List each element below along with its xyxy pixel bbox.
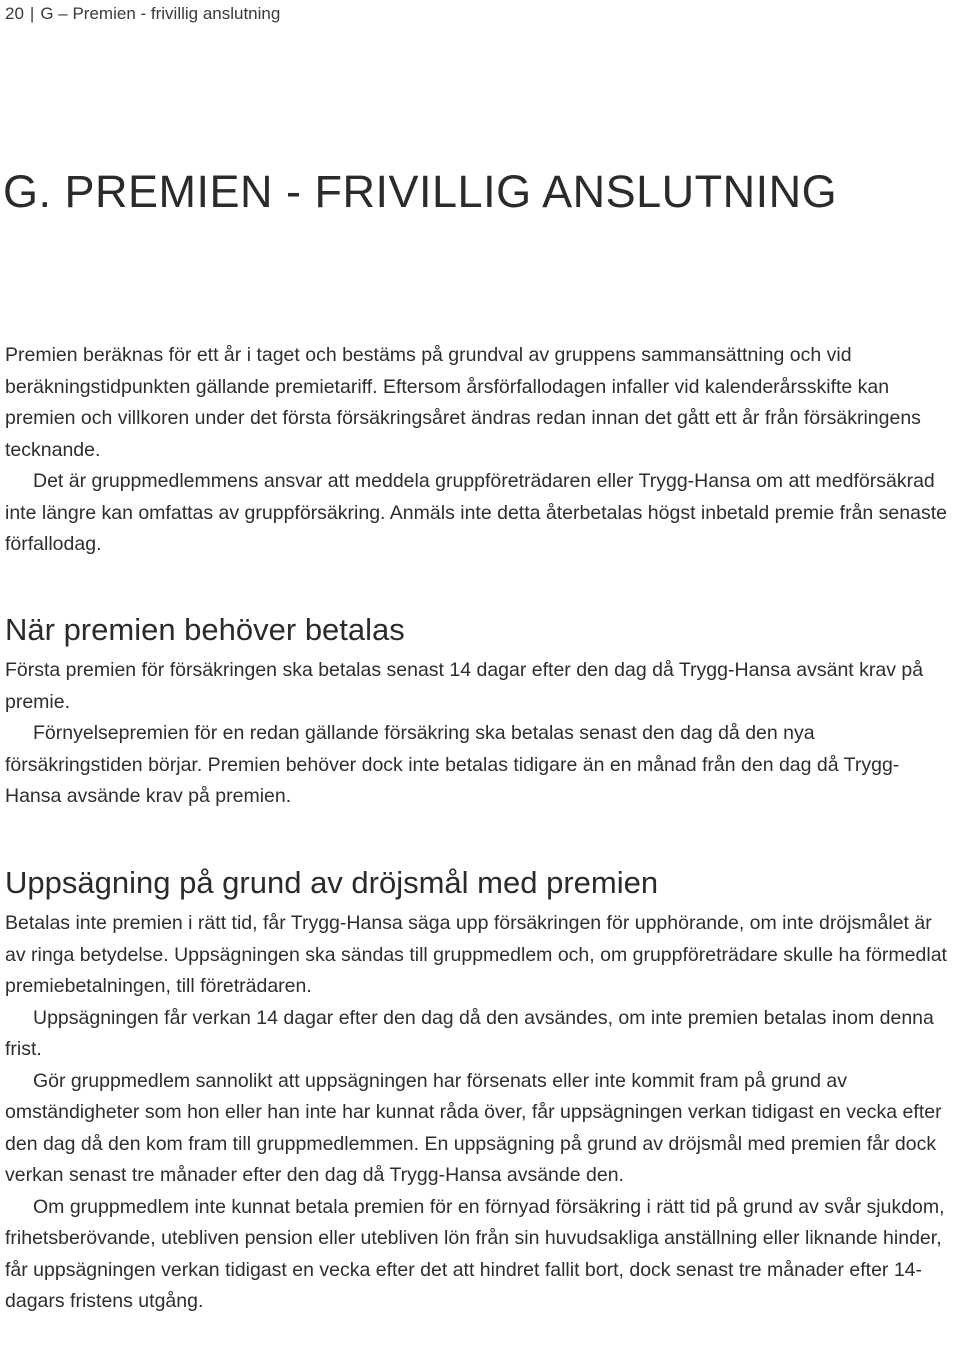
running-title: G – Premien - frivillig anslutning (40, 4, 281, 23)
page-number: 20 (5, 4, 24, 23)
section-heading-cancellation: Uppsägning på grund av dröjsmål med premien (5, 865, 659, 900)
section-payment (5, 610, 955, 813)
section-cancellation (5, 863, 955, 1318)
cancellation-paragraph-1: Betalas inte premien i rätt tid, får Trygg-Hansa säga upp försäkringen för upphörande, om inte dröjsmålet är av ringa betydelse. Uppsägningen ska sändas till gruppmedlem och, om gruppföreträdare skulle ha förmedlat premiebetalningen, till företrädaren. (5, 912, 947, 997)
cancellation-paragraph-3: Gör gruppmedlem sannolikt att uppsägningen har försenats eller inte kommit fram på grund av omständigheter som hon eller han inte har kunnat råda över, får uppsägningen verkan tidigast en vecka efter den dag då den kom fram till gruppmedlemmen. En uppsägning på grund av dröjsmål med premien får dock verkan senast tre månader efter den dag då Trygg-Hansa avsände den. (5, 1069, 942, 1186)
cancellation-paragraph-4: Om gruppmedlem inte kunnat betala premien för en förnyad försäkring i rätt tid på grund av svår sjukdom, frihetsberövande, utebliven pension eller utebliven lön från sin huvudsakliga anställning eller liknande hinder, får uppsägningen verkan tidigast en vecka efter det att hindret fallit bort, dock senast tre månader efter 14-dagars fristens utgång. (5, 1195, 945, 1312)
payment-paragraph-1: Första premien för försäkringen ska betalas senast 14 dagar efter den dag då Trygg-Hansa avsänt krav på premie. (5, 659, 924, 713)
intro-section (5, 340, 955, 561)
payment-paragraph-2: Förnyelsepremien för en redan gällande försäkring ska betalas senast den dag då den nya försäkringstiden börjar. Premien behöver dock inte betalas tidigare än en månad från den dag då Trygg-Hansa avsände krav på premien. (5, 722, 900, 807)
cancellation-paragraph-2: Uppsägningen får verkan 14 dagar efter den dag då den avsändes, om inte premien betalas inom denna frist. (5, 1006, 934, 1060)
running-head (5, 4, 280, 24)
intro-paragraph-2: Det är gruppmedlemmens ansvar att meddela gruppföreträdaren eller Trygg-Hansa om att medförsäkrad inte längre kan omfattas av gruppförsäkring. Anmäls inte detta återbetalas högst inbetald premie från senaste förfallodag. (5, 470, 947, 555)
intro-paragraph-1: Premien beräknas för ett år i taget och bestäms på grundval av gruppens sammansättning och vid beräkningstidpunkten gällande premietariff. Eftersom årsförfallodagen infaller vid kalenderårsskifte kan premien och villkoren under det första försäkringsåret ändras redan innan det gått ett år från försäkringens tecknande. (5, 344, 921, 461)
section-heading-payment: När premien behöver betalas (5, 612, 405, 647)
page-title: G. PREMIEN - FRIVILLIG ANSLUTNING (3, 166, 838, 217)
running-head-separator: | (29, 4, 35, 23)
